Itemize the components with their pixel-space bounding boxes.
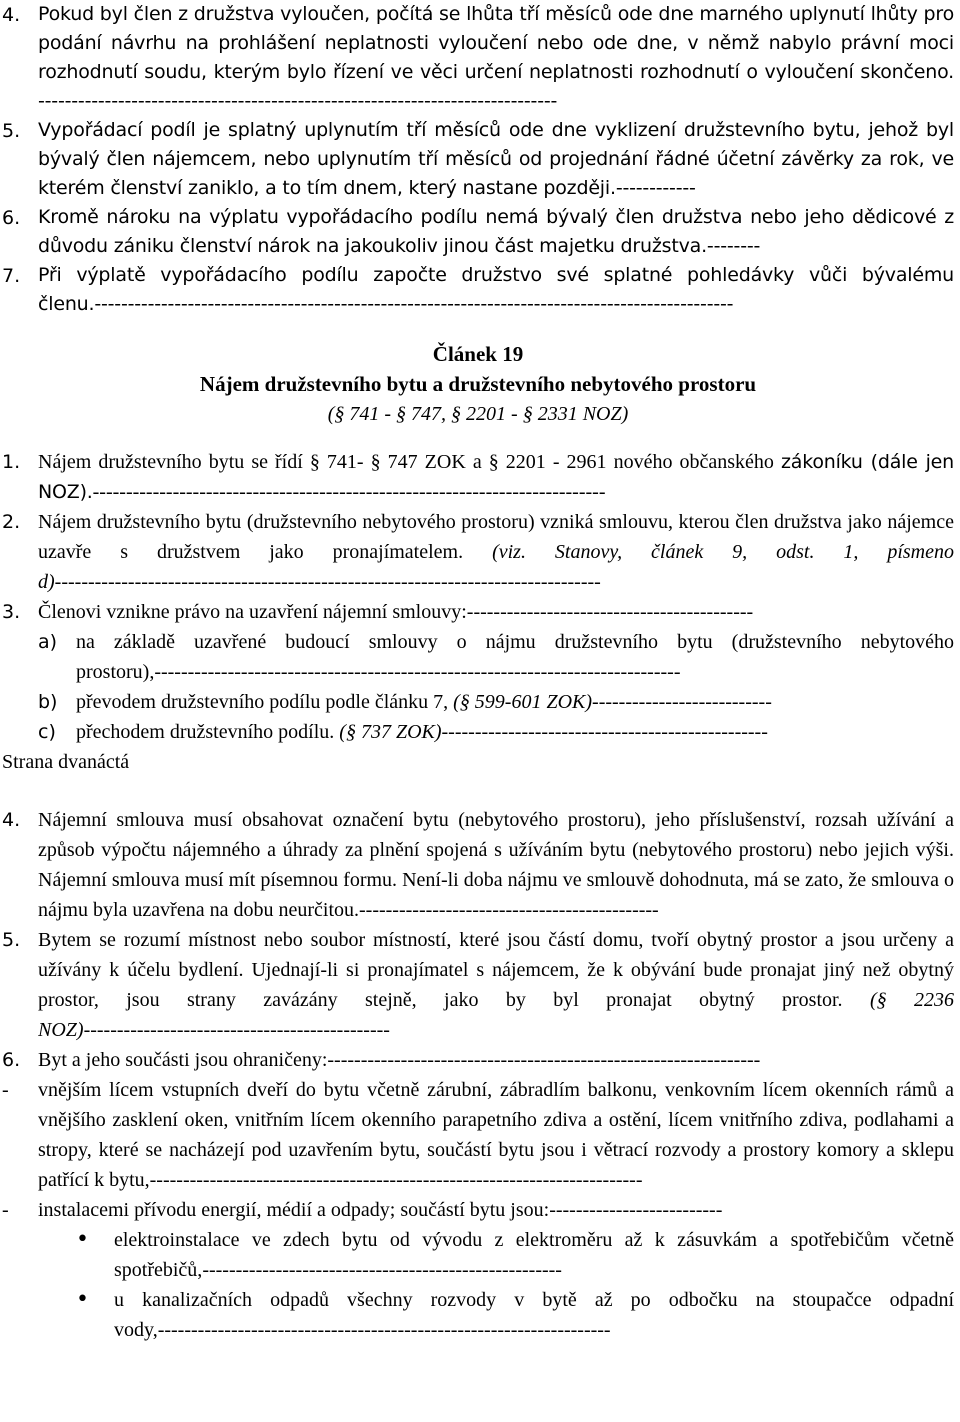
item-3 [2,597,954,627]
sub-label: c) [38,721,56,743]
item-2 [2,507,954,597]
bullet-dot: • [76,1227,89,1252]
dash-item-text: vnějším lícem vstupních dveří do bytu včetně zárubní, zábradlím balkonu, venkovním lícem okenních rámů a vnějšího zasklení oken, vnitřním lícem okenního parapetního zdiva a ostění, lícem vnitřního zdiva, podlahami a stropy, které se nacházejí pod uzavřením bytu, součástí bytu jsou i větrací rozvody a prostory komory a sklepu patřící k bytu,-------------------------------------------------------------------------- [38,1079,954,1191]
paragraph-text: Vypořádací podíl je splatný uplynutím tří měsíců ode dne vyklizení družstevního bytu, jehož byl bývalý člen nájemcem, nebo uplynutím tří měsíců od projednání řádné účetní závěrky za rok, ve kterém členství zaniklo, a to tím dnem, který nastane později.------------ [38,119,954,199]
item-number: 5. [2,929,21,951]
item-number: 2. [2,511,21,533]
article-title: Článek 19 [432,342,524,366]
sub-label: b) [38,691,58,713]
item-4 [2,805,954,925]
sub-text: na základě uzavřené budoucí smlouvy o nájmu družstevního bytu (družstevního nebytového prostoru),------------------------------------------------------------------------------- [76,631,954,683]
item-6 [2,1045,954,1075]
item-text: Nájemní smlouva musí obsahovat označení bytu (nebytového prostoru), jeho příslušenství, rozsah užívání a způsob výpočtu nájemného a úhrady za plnění spojená s užíváním bytu (nebytového prostoru) nebo jejich výši. Nájemní smlouva musí mít písemnou formu. Není-li doba nájmu ve smlouvě dohodnuta, má se zato, že smlouva o nájmu byla uzavřena na dobu neurčitou.--------------------------------------------- [38,809,954,921]
dash-marker: - [2,1079,9,1101]
paragraph-5 [2,116,954,203]
item-number: 6. [2,1049,21,1071]
sub-text: přechodem družstevního podílu. (§ 737 ZOK)------------------------------------------------- [76,721,768,743]
article-subtitle: Nájem družstevního bytu a družstevního nebytového prostoru [199,372,757,396]
paragraph-number: 5. [2,120,21,142]
item-number: 1. [2,451,21,473]
bullet-item-1 [76,1225,954,1285]
paragraph-number: 7. [2,265,21,287]
item-3c [38,717,954,747]
bullet-text: elektroinstalace ve zdech bytu od vývodu z elektroměru až k zásuvkám a spotřebičům včetně spotřebičů,------------------------------------------------------ [114,1229,954,1281]
item-number: 3. [2,601,21,623]
bullet-item-2 [76,1285,954,1345]
paragraph-text: Kromě nároku na výplatu vypořádacího podílu nemá bývalý člen družstva nebo jeho dědicové z důvodu zániku členství nárok na jakoukoliv jinou část majetku družstva.-------- [38,206,954,257]
article-legal-refs: (§ 741 - § 747, § 2201 - § 2331 NOZ) [327,403,629,425]
item-1 [2,447,954,507]
article-heading [2,339,954,429]
page-label: Strana dvanáctá [2,751,130,773]
item-text: Byt a jeho součásti jsou ohraničeny:----------------------------------------------------------------- [38,1049,761,1071]
bullet-text: u kanalizačních odpadů všechny rozvody v bytě až po odbočku na stoupačce odpadní vody,-------------------------------------------------------------------- [114,1289,954,1341]
paragraph-6 [2,203,954,261]
paragraph-number: 4. [2,4,21,26]
item-3a [38,627,954,687]
paragraph-text: Pokud byl člen z družstva vyloučen, počítá se lhůta tří měsíců ode dne marného uplynutí lhůty pro podání návrhu na prohlášení neplatnosti vyloučení nebo ode dne, v němž nabylo právní moci rozhodnutí soudu, kterým bylo řízení ve věci určení neplatnosti rozhodnutí o vyloučení skončeno. ------------------------------------------------------------------------------ [38,3,954,112]
item-text: Nájem družstevního bytu se řídí § 741- § 747 ZOK a § 2201 - 2961 nového občanského zákoníku (dále jen NOZ).----------------------------------------------------------------------------- [38,451,954,503]
item-5 [2,925,954,1045]
paragraph-text: Při výplatě vypořádacího podílu započte družstvo své splatné pohledávky vůči bývalému členu.------------------------------------------------------------------------------------------------ [38,264,954,315]
dash-item-1 [2,1075,954,1195]
dash-marker: - [2,1199,9,1221]
item-3b [38,687,954,717]
sub-label: a) [38,631,58,653]
item-number: 4. [2,809,21,831]
bullet-dot: • [76,1287,89,1312]
item-text: Bytem se rozumí místnost nebo soubor místností, které jsou částí domu, tvoří obytný prostor a jsou určeny a užívány k účelu bydlení. Ujednají-li si pronajímatel s nájemcem, že k obývání bude pronajat jiný než obytný prostor, jsou strany zavázány stejně, jako by byl pronajat obytný prostor. (§ 2236 NOZ)---------------------------------------------- [38,929,954,1041]
item-text: Nájem družstevního bytu (družstevního nebytového prostoru) vzniká smlouvu, kterou člen družstva jako nájemce uzavře s družstvem jako pronajímatelem. (viz. Stanovy, článek 9, odst. 1, písmeno d)---------------------------------------------------------------------------------- [38,511,954,593]
dash-item-2 [2,1195,954,1225]
item-text: Členovi vznikne právo na uzavření nájemní smlouvy:------------------------------------------- [38,601,754,623]
paragraph-7 [2,261,954,319]
sub-text: převodem družstevního podílu podle článku 7, (§ 599-601 ZOK)--------------------------- [76,691,772,713]
dash-item-text: instalacemi přívodu energií, médií a odpady; součástí bytu jsou:-------------------------- [38,1199,723,1221]
paragraph-4 [2,0,954,116]
paragraph-number: 6. [2,207,21,229]
